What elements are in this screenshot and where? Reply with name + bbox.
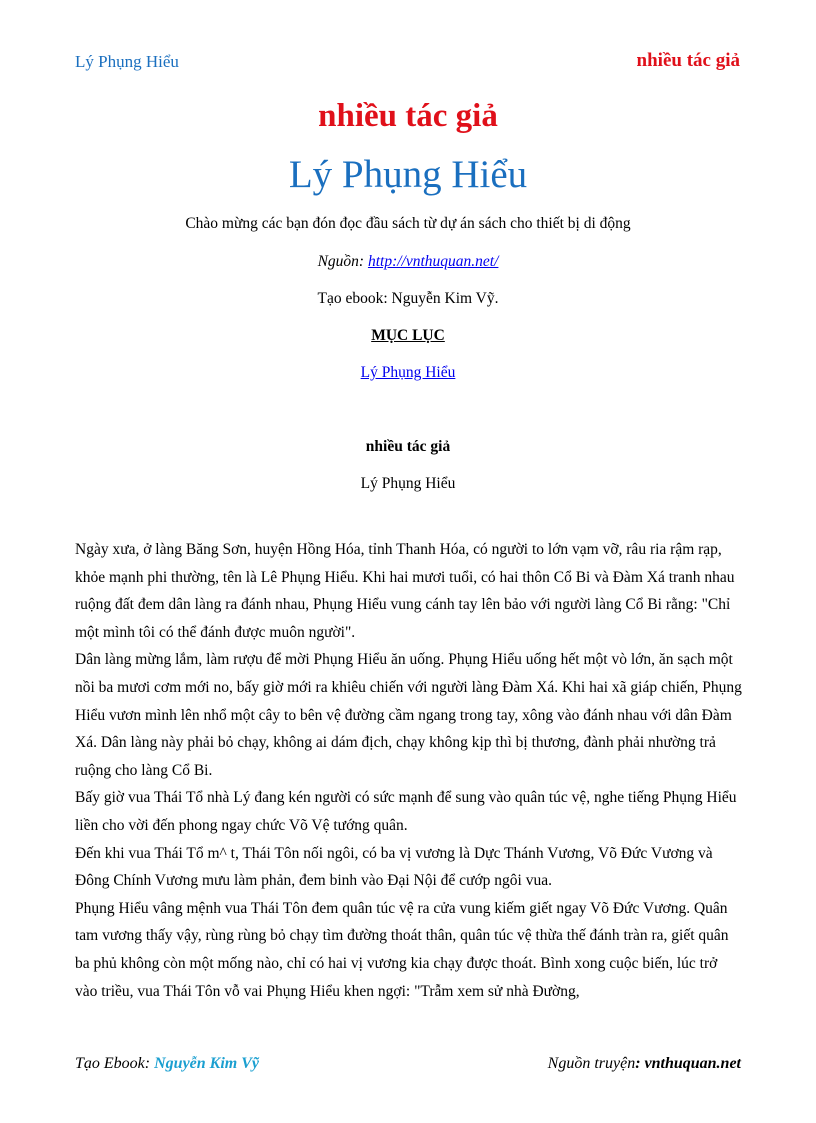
toc-entry	[0, 364, 816, 382]
book-title: Lý Phụng Hiểu	[288, 153, 528, 196]
source-link[interactable]: http://vnthuquan.net/	[367, 253, 499, 270]
toc-heading-text: MỤC LỤC	[371, 327, 445, 344]
header-book-title: Lý Phụng Hiểu	[75, 52, 179, 71]
story-paragraph: Ngày xưa, ở làng Băng Sơn, huyện Hồng Hóa, tỉnh Thanh Hóa, có người to lớn vạm vỡ, râu ria rậm rạp, khỏe mạnh phi thường, tên là Lê Phụng Hiểu. Khi hai mươi tuổi, có hai thôn Cổ Bi và Đàm Xá tranh nhau ruộng đất đem dân làng ra đánh nhau, Phụng Hiểu vung cánh tay lên bảo với người làng Cổ Bi rằng: "Chỉ một mình tôi có thể đánh được muôn người".	[75, 541, 735, 641]
chapter-author: nhiều tác giả	[365, 438, 451, 455]
footer-source-sep: :	[635, 1055, 645, 1072]
footer-ebook-credit	[75, 1055, 259, 1073]
book-author-title: nhiều tác giả	[318, 98, 498, 134]
story-paragraph: Bấy giờ vua Thái Tổ nhà Lý đang kén người có sức mạnh để sung vào quân túc vệ, nghe tiếng Phụng Hiểu liền cho vời đến phong ngay chức Võ Vệ tướng quân.	[75, 789, 737, 834]
story-paragraph: Đến khi vua Thái Tổ m^ t, Thái Tôn nối ngôi, có ba vị vương là Dực Thánh Vương, Võ Đức Vương và Đông Chính Vương mưu làm phản, đem binh vào Đại Nội để cướp ngôi vua.	[75, 844, 713, 890]
story-body	[75, 536, 743, 1005]
toc-heading	[0, 327, 816, 345]
footer-source-site: vnthuquan.net	[644, 1055, 741, 1072]
header-author: nhiều tác giả	[636, 50, 740, 71]
source-label: Nguồn:	[317, 253, 368, 270]
chapter-title: Lý Phụng Hiểu	[360, 475, 456, 492]
story-paragraph: Dân làng mừng lắm, làm rượu để mời Phụng Hiểu ăn uống. Phụng Hiểu uống hết một vò lớn, ăn sạch một nồi ba mươi cơm mới no, bấy giờ mới ra khiêu chiến với người làng Đàm Xá. Khi hai xã giáp chiến, Phụng Hiểu vươn mình lên nhổ một cây to bên vệ đường cầm ngang trong tay, xông vào đánh nhau với dân Đàm Xá. Dân làng này phải bỏ chạy, không ai dám địch, chạy không kịp thì bị thương, đành phải nhường trả ruộng cho làng Cổ Bi.	[75, 651, 742, 779]
footer-ebook-sep: :	[144, 1055, 155, 1072]
footer-source-label: Nguồn truyện	[547, 1055, 636, 1072]
source-line	[0, 253, 816, 271]
ebook-credit: Tạo ebook: Nguyễn Kim Vỹ.	[317, 290, 499, 307]
welcome-text: Chào mừng các bạn đón đọc đầu sách từ dự án sách cho thiết bị di động	[185, 215, 631, 232]
story-paragraph: Phụng Hiểu vâng mệnh vua Thái Tôn đem quân túc vệ ra cửa vung kiếm giết ngay Võ Đức Vương. Quân tam vương thấy vậy, rùng rùng bỏ chạy tìm đường thoát thân, quân túc vệ thừa thế đánh tràn ra, giết quân ba phủ không còn một mống nào, chỉ có hai vị vương kia chạy được thoát. Bình xong cuộc biến, lúc trở vào triều, vua Thái Tôn vỗ vai Phụng Hiểu khen ngợi: "Trẫm xem sử nhà Đường,	[75, 899, 729, 1000]
footer-ebook-label: Tạo Ebook	[75, 1055, 145, 1072]
footer-ebook-name: Nguyễn Kim Vỹ	[154, 1055, 259, 1072]
footer-source	[548, 1055, 741, 1073]
toc-link[interactable]: Lý Phụng Hiểu	[360, 364, 456, 381]
